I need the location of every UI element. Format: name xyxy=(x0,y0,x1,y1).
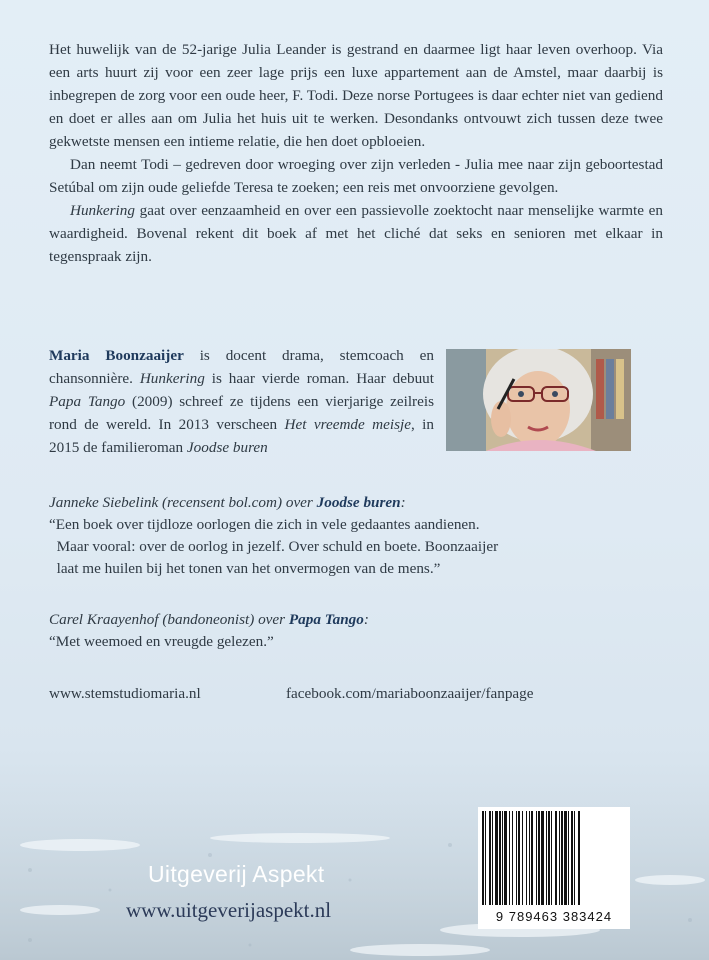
reviewed-book: Joodse buren xyxy=(316,494,401,511)
review-quote-line: “Een boek over tijdloze oorlogen die zich in vele gedaantes aandienen. xyxy=(49,516,480,533)
synopsis-paragraph-1: Het huwelijk van de 52-jarige Julia Leander is gestrand en daarmee ligt haar leven overhoop. Via een arts huurt zij voor een zeer lage prijs een luxe appartement aan de Amstel, maar daarbij is inbegrepen de zorg voor een oude heer, F. Todi. Deze norse Portugees is daar echter niet van gediend en doet er alles aan om Julia het huis uit te werken. Desondanks ontvouwt zich tussen deze twee gekwetste mensen een intieme relatie, die hen doet opbloeien. xyxy=(49,41,663,150)
bio-text: (2009) schreef ze tijdens een vierjarige zeilreis rond de wereld. In 2013 verscheen xyxy=(49,393,434,433)
review-source xyxy=(49,492,669,514)
barcode-bar xyxy=(546,811,547,905)
barcode-bar xyxy=(555,811,557,905)
punctuation: : xyxy=(400,494,406,511)
barcode-bar xyxy=(568,811,569,905)
barcode-bar xyxy=(531,811,533,905)
barcode-bar xyxy=(551,811,552,905)
isbn-number: 9 789463 383424 xyxy=(495,909,613,924)
publisher-name: Uitgeverij Aspekt xyxy=(148,861,325,887)
barcode-bar xyxy=(492,811,493,905)
author-bio xyxy=(49,344,434,459)
barcode-bar xyxy=(504,811,507,905)
bio-book-title: Papa Tango xyxy=(49,393,126,410)
barcode-bar xyxy=(512,811,513,905)
barcode-bar xyxy=(561,811,563,905)
book-title: Hunkering xyxy=(70,202,135,219)
review-quote-line: laat me huilen bij het tonen van het onvermogen van de mens.” xyxy=(49,560,441,577)
barcode-bar xyxy=(522,811,523,905)
barcode-bar xyxy=(538,811,540,905)
barcode-bar xyxy=(502,811,503,905)
barcode-bar xyxy=(578,811,580,905)
author-photo xyxy=(446,349,631,451)
review-quote-line: Maar vooral: over de oorlog in jezelf. Over schuld en boete. Boonzaaijer xyxy=(49,538,499,555)
review-2 xyxy=(49,609,669,653)
barcode-bar xyxy=(571,811,573,905)
isbn-barcode xyxy=(478,807,630,929)
barcode-bar xyxy=(518,811,520,905)
barcode-bar xyxy=(574,811,575,905)
barcode-bar xyxy=(499,811,501,905)
barcode-bar xyxy=(548,811,550,905)
barcode-bar xyxy=(495,811,498,905)
barcode-bar xyxy=(516,811,517,905)
barcode-bars xyxy=(478,807,630,907)
bio-book-title: Het vreemde meisje xyxy=(284,416,411,433)
synopsis-paragraph-3 xyxy=(49,199,663,268)
barcode-bar xyxy=(509,811,510,905)
barcode-bar xyxy=(564,811,567,905)
website-link: www.stemstudiomaria.nl xyxy=(49,685,201,702)
barcode-bar xyxy=(559,811,560,905)
punctuation: : xyxy=(363,611,369,628)
review-quote-line: “Met weemoed en vreugde gelezen.” xyxy=(49,633,274,650)
synopsis xyxy=(49,38,663,268)
review-1 xyxy=(49,492,669,580)
bio-text: is docent drama, stemcoach en chansonnière. xyxy=(49,347,434,387)
barcode-bar xyxy=(485,811,486,905)
reviewer: Carel Kraayenhof (bandoneonist) over xyxy=(49,611,289,628)
bio-text: , in 2015 de familieroman xyxy=(49,416,434,456)
barcode-bar xyxy=(529,811,530,905)
facebook-link: facebook.com/mariaboonzaaijer/fanpage xyxy=(286,685,534,702)
bio-book-title: Joodse buren xyxy=(186,439,268,456)
barcode-bar xyxy=(526,811,527,905)
barcode-bar xyxy=(482,811,484,905)
bio-book-title: Hunkering xyxy=(139,370,205,387)
author-name: Maria Boonzaaijer xyxy=(49,347,184,364)
reviewed-book: Papa Tango xyxy=(288,611,364,628)
synopsis-paragraph-3-text: gaat over eenzaamheid en over een passievolle zoektocht naar menselijke warmte en waardigheid. Bovenal rekent dit boek af met het cliché dat seks en senioren met elkaar in tegenspraak zijn. xyxy=(49,202,663,265)
synopsis-paragraph-2: Dan neemt Todi – gedreven door wroeging over zijn verleden - Julia mee naar zijn geboortestad Setúbal om zijn oude geliefde Teresa te zoeken; een reis met onvoorziene gevolgen. xyxy=(49,156,663,196)
review-source xyxy=(49,609,669,631)
reviewer: Janneke Siebelink (recensent bol.com) over xyxy=(49,494,317,511)
publisher-url: www.uitgeverijaspekt.nl xyxy=(126,898,332,922)
barcode-bar xyxy=(541,811,544,905)
barcode-bar xyxy=(489,811,491,905)
barcode-bar xyxy=(536,811,537,905)
bio-text: is haar vierde roman. Haar debuut xyxy=(204,370,434,387)
